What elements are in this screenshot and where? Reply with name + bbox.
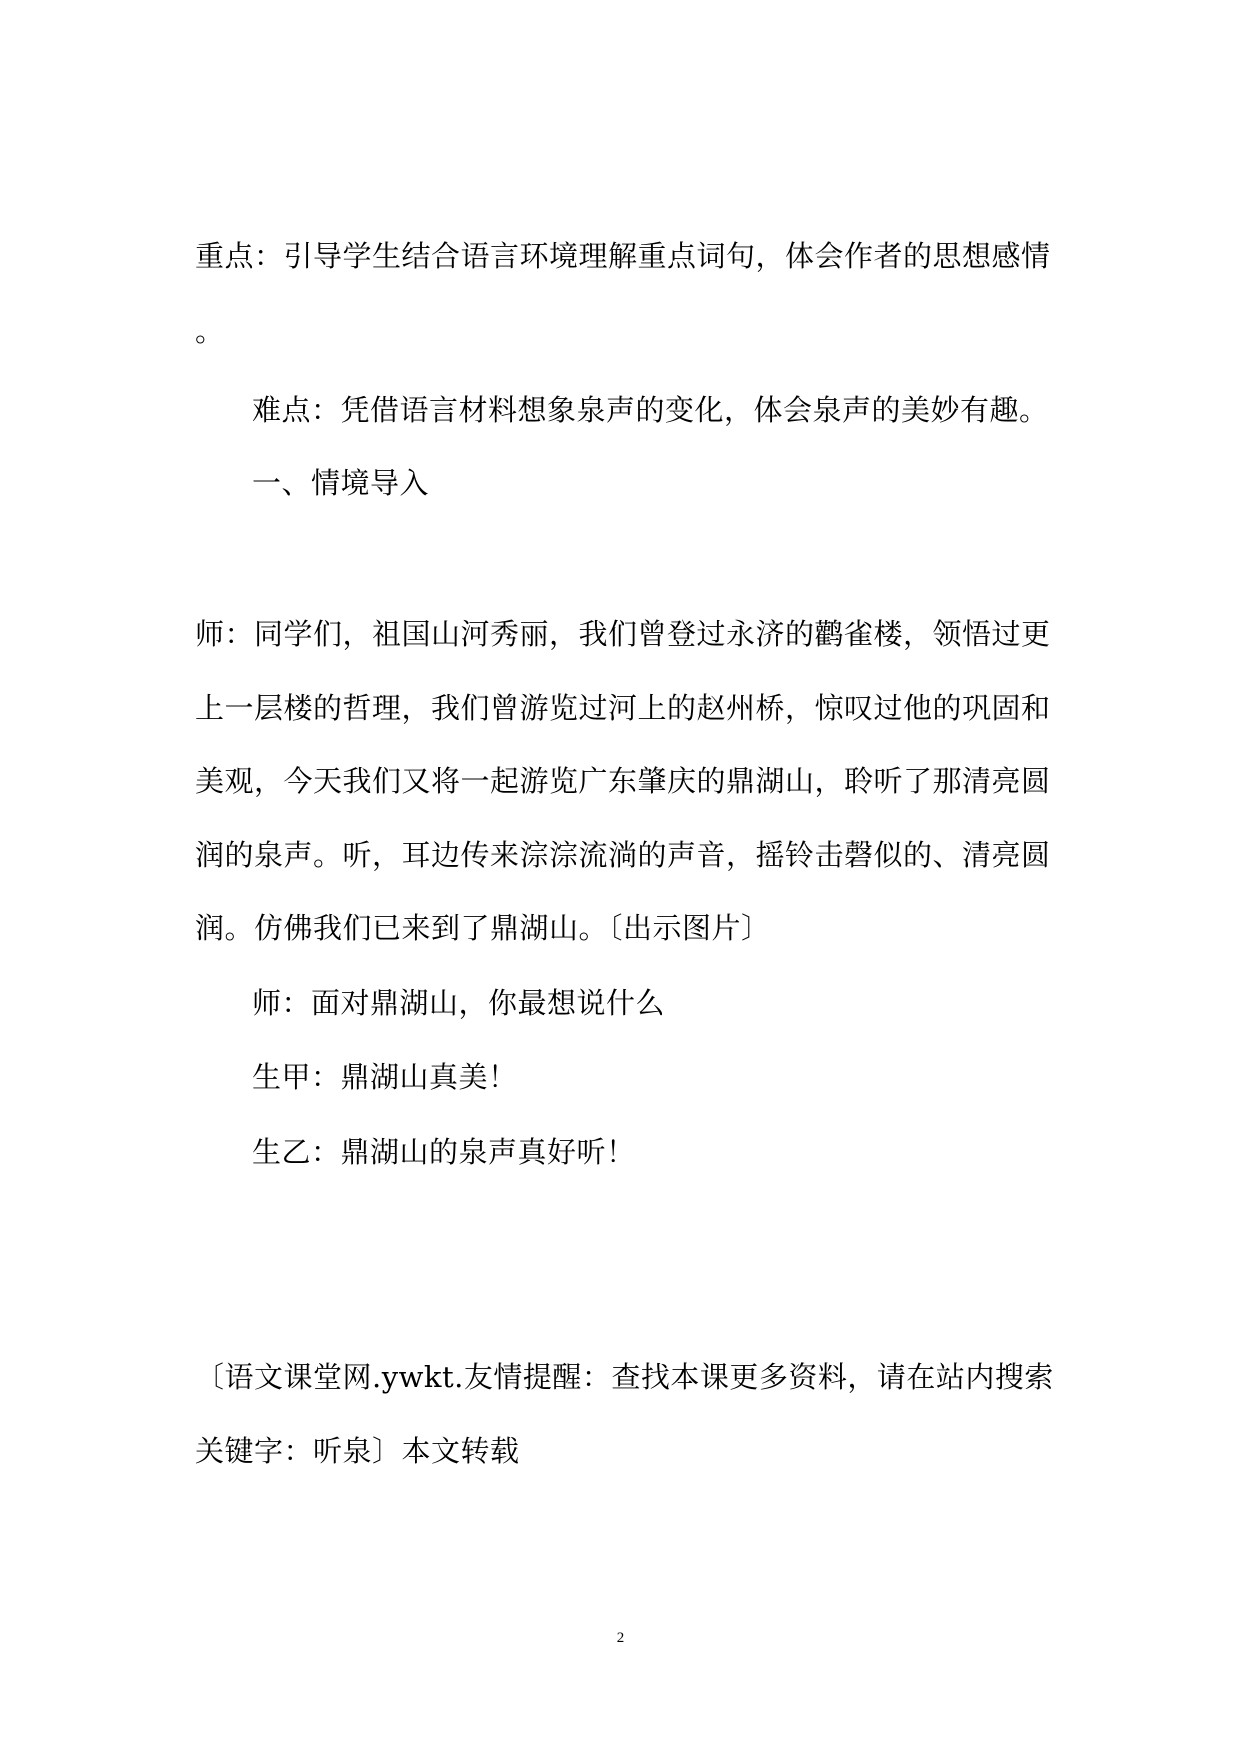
teacher-paragraph-line: 上一层楼的哲理，我们曾游览过河上的赵州桥，惊叹过他的巩固和: [195, 691, 1051, 725]
page-number: 2: [616, 1630, 625, 1646]
section-title: 一、情境导入: [252, 466, 430, 500]
note-line-1: 〔语文课堂网.ywkt.友情提醒：查找本课更多资料，请在站内搜索: [195, 1360, 1054, 1394]
focus-line-1: 重点：引导学生结合语言环境理解重点词句，体会作者的思想感情: [195, 239, 1051, 273]
difficulty-line: 难点：凭借语言材料想象泉声的变化，体会泉声的美妙有趣。: [252, 393, 1049, 427]
teacher-paragraph-line: 润的泉声。听，耳边传来淙淙流淌的声音，摇铃击磬似的、清亮圆: [195, 838, 1051, 872]
teacher-question: 师：面对鼎湖山，你最想说什么: [252, 986, 666, 1020]
note-line-2: 关键字：听泉〕本文转载: [195, 1434, 520, 1468]
student-a-answer: 生甲：鼎湖山真美！: [252, 1060, 518, 1094]
focus-line-2: 。: [195, 314, 225, 348]
student-b-answer: 生乙：鼎湖山的泉声真好听！: [252, 1135, 636, 1169]
teacher-paragraph-line: 润。仿佛我们已来到了鼎湖山。〔出示图片〕: [195, 911, 771, 945]
teacher-paragraph-line: 美观，今天我们又将一起游览广东肇庆的鼎湖山，聆听了那清亮圆: [195, 764, 1051, 798]
teacher-paragraph-line: 师：同学们，祖国山河秀丽，我们曾登过永济的鹳雀楼，领悟过更: [195, 617, 1051, 651]
